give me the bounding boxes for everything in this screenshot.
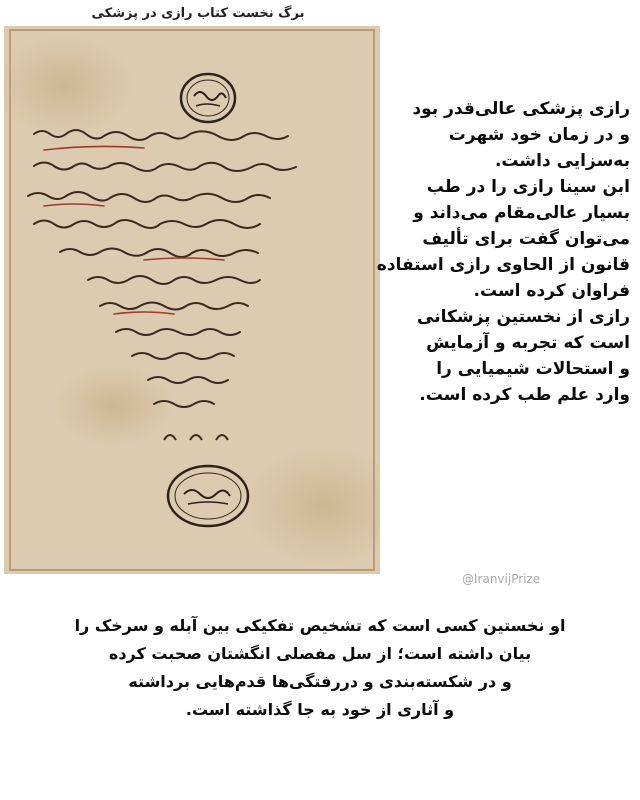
watermark: @IranvijPrize (462, 572, 541, 586)
side-text-line: فراوان کرده است. (473, 281, 630, 301)
side-text-line: قانون از الحاوی رازی استفاده (376, 255, 630, 275)
side-text-line: می‌توان گفت برای تألیف (422, 229, 630, 249)
side-text-line: ابن سینا رازی را در طب (426, 177, 630, 197)
manuscript-image (4, 26, 380, 574)
image-caption: برگ نخست کتاب رازی در پزشکی (91, 6, 305, 21)
bottom-text-line: او نخستین کسی است که تشخیص تفکیکی بین آبله و سرخک را (74, 616, 566, 635)
side-text-line: است که تجربه و آزمایش (426, 333, 630, 353)
side-text-line: رازی پزشکی عالی‌قدر بود (412, 99, 630, 119)
bottom-text-line: و در شکسته‌بندی و دررفتگی‌ها قدم‌هایی برداشته (128, 672, 512, 691)
side-paragraph (376, 96, 630, 408)
manuscript-drawing (4, 26, 380, 574)
bottom-text-line: و آثاری از خود به جا گذاشته است. (185, 700, 455, 719)
side-text-line: و در زمان خود شهرت (448, 125, 630, 145)
side-text-line: رازی از نخستین پزشکانی (417, 307, 630, 327)
side-text-line: وارد علم طب کرده است. (419, 385, 630, 405)
bottom-text-line: بیان داشته است؛ از سل مفصلی انگشتان صحبت کرده (108, 644, 532, 663)
side-text-line: بسیار عالی‌مقام می‌داند و (413, 203, 630, 223)
side-text-line: و استحالات شیمیایی را (436, 359, 630, 379)
bottom-paragraph (16, 612, 624, 724)
side-text-line: به‌سزایی داشت. (494, 151, 630, 171)
